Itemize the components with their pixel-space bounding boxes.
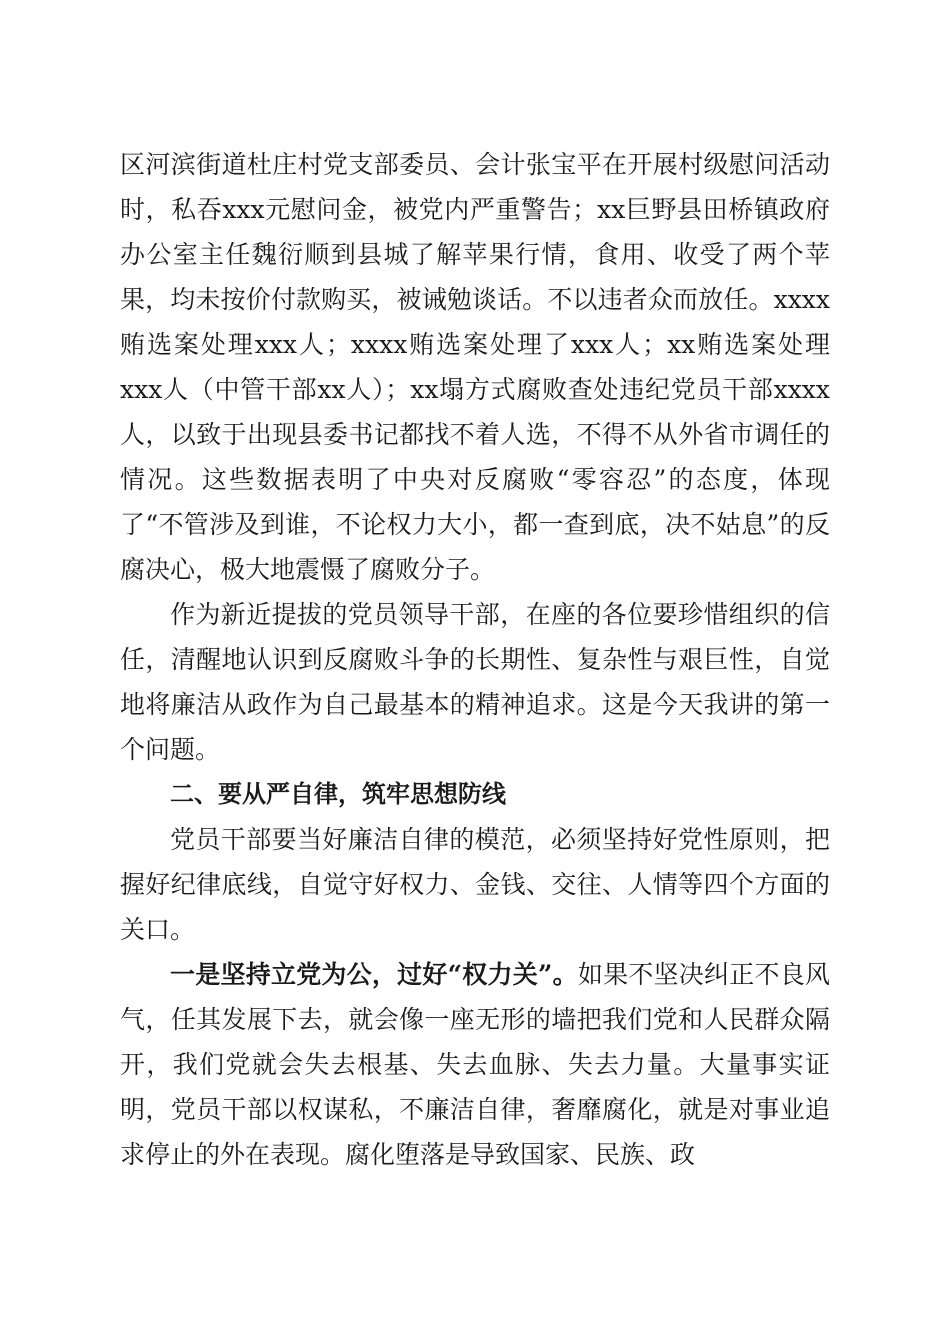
paragraph-power-gate-text: 如果不坚决纠正不良风气，任其发展下去，就会像一座无形的墙把我们党和人民群众隔开，我们党就会失去根基、失去血脉、失去力量。大量事实证明，党员干部以权谋私，不廉洁自律，奢靡腐化，就是对事业追求停止的外在表现。腐化堕落是导致国家、民族、政: [120, 960, 830, 1169]
paragraph-lead-phrase: 一是坚持立党为公，过好“权力关”。: [170, 960, 578, 989]
paragraph-party-discipline: 党员干部要当好廉洁自律的模范，必须坚持好党性原则，把握好纪律底线，自觉守好权力、金钱、交往、人情等四个方面的关口。: [120, 825, 830, 944]
document-body: [120, 142, 830, 1177]
paragraph-case-examples: 区河滨街道杜庄村党支部委员、会计张宝平在开展村级慰问活动时，私吞xxx元慰问金，被党内严重警告；xx巨野县田桥镇政府办公室主任魏衍顺到县城了解苹果行情，食用、收受了两个苹果，均未按价付款购买，被诫勉谈话。不以违者众而放任。xxxx贿选案处理xxx人；xxxx贿选案处理了xxx人；xx贿选案处理xxx人（中管干部xx人）；xx塌方式腐败查处违纪党员干部xxxx人，以致于出现县委书记都找不着人选，不得不从外省市调任的情况。这些数据表明了中央对反腐败“零容忍”的态度，体现了“不管涉及到谁，不论权力大小，都一查到底，决不姑息”的反腐决心，极大地震慑了腐败分子。: [120, 150, 830, 584]
paragraph-power-gate: [120, 952, 830, 1177]
paragraph-cherish-trust: 作为新近提拔的党员领导干部，在座的各位要珍惜组织的信任，清醒地认识到反腐败斗争的长期性、复杂性与艰巨性，自觉地将廉洁从政作为自己最基本的精神追求。这是今天我讲的第一个问题。: [120, 600, 830, 764]
section-heading-2: 二、要从严自律，筑牢思想防线: [170, 780, 506, 808]
